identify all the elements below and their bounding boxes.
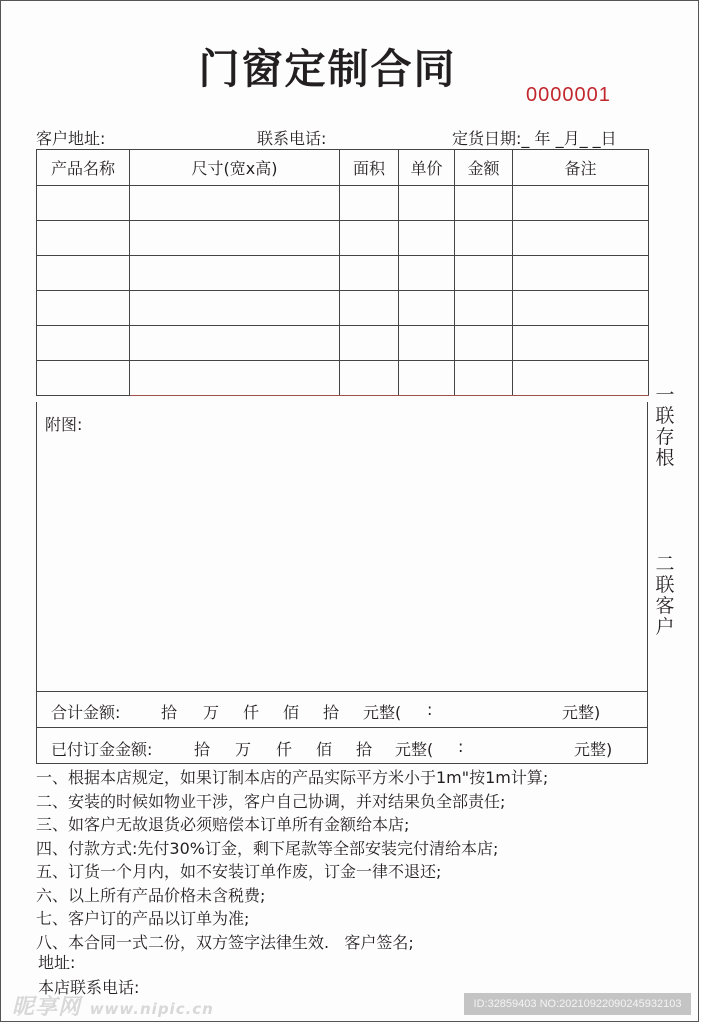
table-cell[interactable] bbox=[130, 291, 340, 326]
copy-label-char: 存 bbox=[655, 426, 675, 448]
table-cell[interactable] bbox=[513, 256, 649, 291]
watermark-id-badge: ID:32859403 NO:20210922090245932103 bbox=[464, 993, 691, 1015]
table-cell[interactable] bbox=[513, 326, 649, 361]
copy-label-customer bbox=[654, 554, 676, 638]
unit-wan: 万 bbox=[235, 740, 252, 759]
column-header-amount: 金额 bbox=[455, 150, 513, 186]
table-cell[interactable] bbox=[37, 256, 130, 291]
table-cell[interactable] bbox=[399, 186, 455, 221]
copy-label-char: 根 bbox=[655, 447, 675, 469]
table-cell[interactable] bbox=[399, 256, 455, 291]
unit-wan: 万 bbox=[203, 703, 220, 722]
unit-bai: 佰 bbox=[283, 703, 300, 722]
deposit-amount-row bbox=[36, 728, 648, 764]
unit-shi-wan: 拾 bbox=[161, 703, 178, 722]
copy-label-stub bbox=[654, 385, 676, 469]
table-cell[interactable] bbox=[399, 326, 455, 361]
table-cell[interactable] bbox=[130, 256, 340, 291]
table-cell[interactable] bbox=[455, 256, 513, 291]
copy-label-char: 一 bbox=[655, 384, 675, 406]
column-header-product-name: 产品名称 bbox=[37, 150, 130, 186]
table-cell[interactable] bbox=[37, 326, 130, 361]
table-row bbox=[37, 221, 649, 256]
column-header-unit-price: 单价 bbox=[399, 150, 455, 186]
table-cell[interactable] bbox=[130, 186, 340, 221]
attachment-drawing-area[interactable] bbox=[36, 402, 648, 692]
table-row bbox=[37, 326, 649, 361]
table-cell[interactable] bbox=[37, 221, 130, 256]
total-amount-row bbox=[36, 691, 648, 728]
column-header-area: 面积 bbox=[340, 150, 399, 186]
unit-yuan-open: 元整( bbox=[395, 740, 434, 759]
table-cell[interactable] bbox=[455, 221, 513, 256]
unit-qian: 仟 bbox=[276, 740, 293, 759]
attachment-label: 附图: bbox=[45, 415, 83, 434]
store-address-label: 地址: bbox=[38, 953, 76, 972]
deposit-amount-label: 已付订金金额: bbox=[51, 740, 153, 759]
table-row bbox=[37, 291, 649, 326]
table-cell[interactable] bbox=[513, 291, 649, 326]
serial-number: 0000001 bbox=[526, 84, 611, 106]
table-cell[interactable] bbox=[37, 186, 130, 221]
table-cell[interactable] bbox=[455, 326, 513, 361]
unit-shi: 拾 bbox=[323, 703, 340, 722]
table-cell[interactable] bbox=[513, 361, 649, 396]
column-header-size: 尺寸(宽x高) bbox=[130, 150, 340, 186]
unit-shi: 拾 bbox=[356, 740, 373, 759]
watermark-site-name: 昵享网 bbox=[12, 995, 82, 1020]
watermark-site-url: www.nipic.cn bbox=[89, 1000, 214, 1018]
order-table bbox=[36, 149, 649, 396]
term-item: 五、订货一个月内，如不安装订单作废，订金一律不退还; bbox=[36, 862, 442, 881]
column-header-remarks: 备注 bbox=[513, 150, 649, 186]
copy-label-char: 联 bbox=[655, 405, 675, 427]
table-cell[interactable] bbox=[340, 326, 399, 361]
term-item: 三、如客户无故退货必须赔偿本订单所有金额给本店; bbox=[36, 815, 410, 834]
table-row bbox=[37, 361, 649, 396]
table-cell[interactable] bbox=[399, 291, 455, 326]
total-amount-label: 合计金额: bbox=[51, 703, 121, 722]
term-item: 八、本合同一式二份，双方签字法律生效. 客户签名; bbox=[36, 932, 414, 952]
copy-label-char: 客 bbox=[655, 595, 675, 617]
table-cell[interactable] bbox=[130, 326, 340, 361]
contact-phone-label: 联系电话: bbox=[257, 129, 327, 148]
term-item: 一、根据本店规定，如果订制本店的产品实际平方米小于1m"按1m计算; bbox=[36, 768, 549, 787]
order-date-label: 定货日期:_ 年 _月_ _日 bbox=[452, 129, 617, 148]
customer-address-label: 客户地址: bbox=[36, 129, 106, 148]
table-cell[interactable] bbox=[130, 221, 340, 256]
table-cell[interactable] bbox=[455, 291, 513, 326]
unit-yuan-close: 元整) bbox=[574, 740, 613, 759]
table-row bbox=[37, 186, 649, 221]
table-cell[interactable] bbox=[455, 361, 513, 396]
unit-bai: 佰 bbox=[316, 740, 333, 759]
store-phone-label: 本店联系电话: bbox=[38, 978, 140, 997]
copy-label-char: 二 bbox=[655, 553, 675, 575]
copy-label-char: 户 bbox=[655, 616, 675, 638]
table-cell[interactable] bbox=[340, 291, 399, 326]
contract-terms bbox=[36, 766, 548, 954]
colon: : bbox=[427, 700, 433, 719]
table-cell[interactable] bbox=[340, 221, 399, 256]
watermark-site bbox=[12, 990, 214, 1021]
unit-shi-wan: 拾 bbox=[194, 740, 211, 759]
table-cell[interactable] bbox=[513, 221, 649, 256]
table-cell[interactable] bbox=[455, 186, 513, 221]
term-item: 七、客户订的产品以订单为准; bbox=[36, 909, 250, 928]
table-cell[interactable] bbox=[37, 291, 130, 326]
unit-yuan-close: 元整) bbox=[562, 703, 601, 722]
table-cell[interactable] bbox=[340, 361, 399, 396]
term-item: 六、以上所有产品价格未含税费; bbox=[36, 885, 266, 905]
unit-yuan-open: 元整( bbox=[363, 703, 402, 722]
table-cell[interactable] bbox=[340, 256, 399, 291]
table-header-row bbox=[37, 150, 649, 186]
term-item: 二、安装的时候如物业干涉，客户自己协调，并对结果负全部责任; bbox=[36, 791, 506, 811]
copy-label-char: 联 bbox=[655, 574, 675, 596]
table-cell[interactable] bbox=[37, 361, 130, 396]
colon: : bbox=[458, 737, 464, 756]
table-cell[interactable] bbox=[399, 221, 455, 256]
table-cell[interactable] bbox=[399, 361, 455, 396]
document-title: 门窗定制合同 bbox=[198, 45, 457, 93]
unit-qian: 仟 bbox=[243, 703, 260, 722]
table-cell[interactable] bbox=[130, 361, 340, 396]
term-item: 四、付款方式:先付30%订金，剩下尾款等全部安装完付清给本店; bbox=[36, 838, 499, 858]
table-cell[interactable] bbox=[513, 186, 649, 221]
table-row bbox=[37, 256, 649, 291]
table-cell[interactable] bbox=[340, 186, 399, 221]
